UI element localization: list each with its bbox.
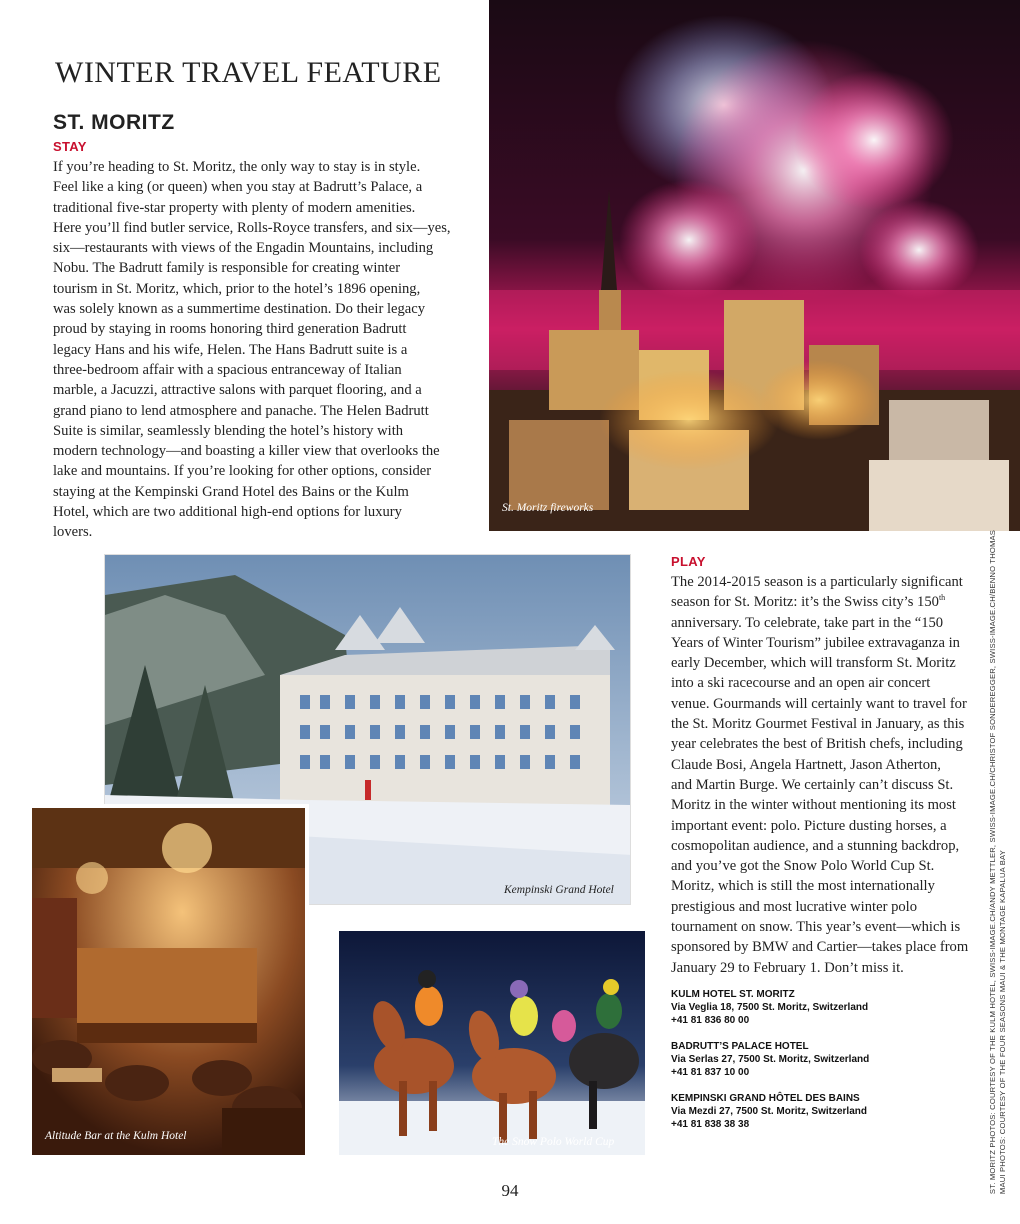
polo-caption: The Snow Polo World Cup	[492, 1136, 615, 1148]
feature-header: WINTER TRAVEL FEATURE	[55, 56, 442, 89]
contact-kempinski	[671, 1092, 867, 1131]
photo-credits-line: MAUI PHOTOS: COURTESY OF THE FOUR SEASONS MAUI & THE MONTAGE KAPALUA BAY	[998, 849, 1007, 1195]
stay-line: Suite is similar, seamlessly blending the hotel’s history with	[53, 422, 404, 439]
play-body-text	[671, 572, 967, 978]
stay-line: marble, a Jacuzzi, attractive salons with parquet flooring, and a	[53, 382, 422, 399]
altitude-bar-photo	[32, 808, 305, 1155]
play-line: cosmopolitan audience, and a stunning backdrop,	[671, 837, 960, 854]
stay-line: tourism in St. Moritz, which, prior to the hotel’s 1896 opening,	[53, 280, 421, 297]
play-line: The 2014-2015 season is a particularly significant	[671, 574, 963, 590]
play-line: and Martin Burge. We certainly can’t discuss St.	[671, 776, 954, 793]
stay-line: If you’re heading to St. Moritz, the only way to stay is in style.	[53, 159, 421, 175]
play-heading: PLAY	[671, 554, 706, 569]
photo-credits-line: ST. MORITZ PHOTOS: COURTESY OF THE KULM HOTEL, SWISS-IMAGE.CH/ANDY METTLER, SWISS-IMAGE.CH/CHRISTOF SONDEREGGER, SWISS-IMAGE.CH/BENNO THOMAS	[988, 529, 997, 1195]
contact-address: Via Serlas 27, 7500 St. Moritz, Switzerland	[671, 1054, 870, 1065]
contact-address: Via Mezdi 27, 7500 St. Moritz, Switzerland	[671, 1106, 867, 1117]
play-line: early December, which will transform St. Moritz	[671, 655, 956, 672]
play-line: anniversary. To celebrate, take part in the “150	[671, 614, 944, 631]
stay-line: lake and mountains. If you’re looking for other options, consider	[53, 463, 432, 480]
fireworks-photo	[489, 0, 1020, 531]
snow-polo-photo	[339, 931, 645, 1155]
contact-badrutts-palace	[671, 1040, 869, 1079]
play-line: prestigious and most lucrative winter polo	[671, 898, 918, 915]
play-line: Claude Bosi, Angela Hartnett, Jason Atherton,	[671, 756, 941, 773]
stay-line: traditional five-star property with plenty of modern amenities.	[53, 199, 416, 216]
stay-line: six—restaurants with views of the Engadin Mountains, including	[53, 240, 434, 257]
stay-line: Here you’ll find butler service, Rolls-Royce transfers, and six—yes,	[53, 219, 451, 236]
play-line: important event: polo. Picture dusting horses, a	[671, 817, 947, 834]
stay-line: lovers.	[53, 524, 93, 541]
contact-name: KEMPINSKI GRAND HÔTEL DES BAINS	[671, 1093, 860, 1104]
stay-line: three-bedroom affair with a spacious entranceway of Italian	[53, 361, 402, 378]
contact-kulm-hotel	[671, 988, 868, 1027]
play-line-text: season for St. Moritz: it’s the Swiss city’s 150	[671, 594, 939, 611]
bar-caption: Altitude Bar at the Kulm Hotel	[45, 1130, 187, 1142]
stay-line: was solely known as a summertime destination. Do their legacy	[53, 301, 426, 318]
page-number: 94	[501, 1181, 519, 1200]
contact-name: KULM HOTEL ST. MORITZ	[671, 989, 795, 1000]
contact-name: BADRUTT’S PALACE HOTEL	[671, 1041, 809, 1052]
section-title: ST. MORITZ	[53, 111, 175, 134]
stay-line: modern technology—and boasting a killer view that overlooks the	[53, 443, 440, 460]
play-line: into a ski racecourse and an open air concert	[671, 675, 931, 692]
stay-heading: STAY	[53, 139, 87, 154]
play-line: venue. Gourmands will certainly want to travel for	[671, 695, 967, 712]
stay-line: grand piano to lend atmosphere and panache. The Helen Badrutt	[53, 402, 429, 419]
contact-phone: +41 81 837 10 00	[671, 1067, 750, 1078]
contact-phone: +41 81 838 38 38	[671, 1119, 750, 1130]
stay-line: Hotel, which are two additional high-end options for luxury	[53, 504, 402, 521]
stay-body-text	[53, 157, 451, 543]
contact-address: Via Veglia 18, 7500 St. Moritz, Switzerland	[671, 1002, 869, 1013]
contact-phone: +41 81 836 80 00	[671, 1015, 750, 1026]
stay-line: Nobu. The Badrutt family is responsible for creating winter	[53, 260, 401, 277]
play-line: and you’ve got the Snow Polo World Cup St.	[671, 858, 935, 875]
play-line: sponsored by BMW and Cartier—takes place from	[671, 939, 969, 956]
ordinal-suffix: th	[938, 593, 946, 603]
stay-line: Feel like a king (or queen) when you stay at Badrutt’s Palace, a	[53, 179, 423, 196]
play-line: January 29 to February 1. Don’t miss it.	[671, 959, 904, 976]
play-line: tournament on snow. This year’s event—which is	[671, 919, 961, 936]
kempinski-caption: Kempinski Grand Hotel	[504, 884, 614, 896]
fireworks-caption: St. Moritz fireworks	[502, 502, 594, 514]
play-line: Moritz, which is still the most internationally	[671, 878, 935, 895]
play-line: Moritz in the winter without mentioning its most	[671, 797, 956, 814]
play-line: the St. Moritz Gourmet Festival in January, as this	[671, 716, 965, 733]
stay-line: staying at the Kempinski Grand Hotel des Bains or the Kulm	[53, 483, 409, 500]
stay-line: legacy Hans and his wife, Helen. The Hans Badrutt suite is a	[53, 341, 408, 358]
play-line: Years of Winter Tourism” jubilee extravaganza in	[671, 634, 960, 651]
play-line	[671, 592, 967, 612]
play-line: year celebrates the best of British chefs, including	[671, 736, 963, 753]
stay-line: proud by staying in rooms honoring third generation Badrutt	[53, 321, 407, 338]
